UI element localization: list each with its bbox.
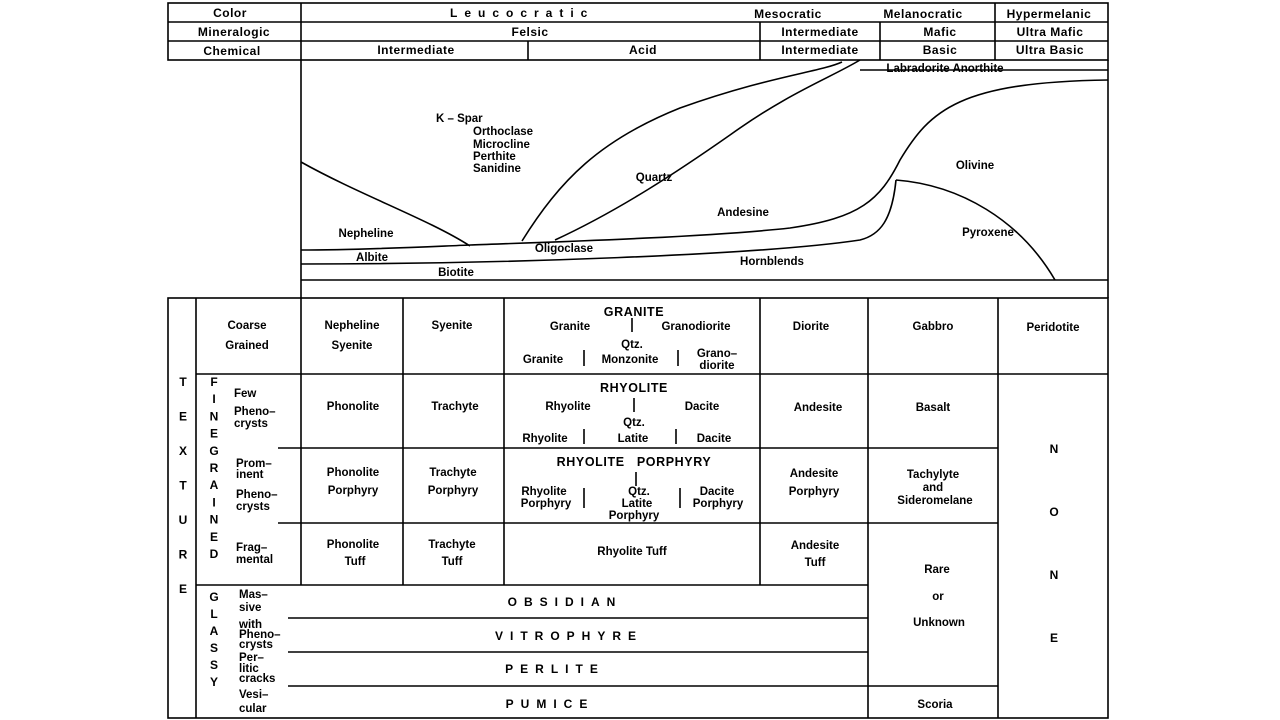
rock-dacite-porphyry-2: Porphyry [692,498,744,510]
rock-phonolite-porphyry-2: Porphyry [327,485,379,497]
massive-label-1: Mas– [239,589,268,601]
color-mesocratic: Mesocratic [754,7,822,21]
color-hypermelanic: Hypermelanic [1006,7,1092,21]
mineral-oligoclase: Oligoclase [534,243,594,255]
color-melanocratic: Melanocratic [883,7,963,21]
texture-letter: X [178,444,188,458]
finegrained-letter: I [212,495,216,510]
chemical-intermediate-2: Intermediate [781,43,859,57]
perlitic-label-3: cracks [239,673,276,685]
rock-phonolite-tuff-2: Tuff [344,556,366,568]
perlitic-label-2: litic [239,663,259,675]
rock-granodiorite-2b: diorite [699,360,735,372]
rock-or: or [932,591,944,603]
rock-rhyolite-porphyry-1: Rhyolite [521,486,567,498]
mineral-andesine: Andesine [717,207,769,219]
coarse-label-1: Coarse [227,320,267,332]
chemical-basic: Basic [922,43,958,57]
none-letter: E [1049,631,1059,645]
quartz-right-curve [555,60,860,240]
rock-unknown: Unknown [913,617,965,629]
prom-pheno-label-1: Prom– [236,458,272,470]
texture-letter: E [178,409,188,424]
rock-trachyte-tuff-1: Trachyte [428,539,476,551]
mineralogic-felsic: Felsic [511,25,549,39]
rock-andesite-tuff-2: Tuff [804,557,826,569]
glassy-letter: S [209,641,219,655]
perlitic-label-1: Per– [239,652,264,664]
none-letter: N [1049,568,1059,582]
prom-pheno-label-4: crysts [236,501,270,513]
rock-dacite: Dacite [684,401,720,413]
rock-phonolite-porphyry-1: Phonolite [326,467,380,479]
rock-granite-title: GRANITE [603,305,665,319]
prom-pheno-label-3: Pheno– [236,489,278,501]
few-pheno-label-1: Few [234,388,257,400]
rock-rhyolite-2: Rhyolite [522,433,568,445]
rock-rhyolite-title: RHYOLITE [600,381,668,395]
rock-granodiorite: Granodiorite [661,321,731,333]
chemical-intermediate-1: Intermediate [377,43,455,57]
rock-monzonite: Monzonite [601,354,659,366]
rock-gabbro: Gabbro [912,321,954,333]
rock-qtz-coarse: Qtz. [621,339,643,351]
mineral-labradorite: Labradorite Anorthite [886,63,1004,75]
glassy-letter: G [209,590,219,604]
rock-syenite: Syenite [431,320,473,332]
finegrained-letter: E [209,426,219,441]
glassy-letter: L [210,607,218,621]
rock-andesite-porphyry-1: Andesite [789,468,839,480]
with-pheno-label-1: with [239,619,262,631]
texture-vertical-label [179,375,188,596]
finegrained-letter: G [209,443,219,458]
rock-tachylyte-3: Sideromelane [897,495,973,507]
with-pheno-label-2: Pheno– [239,629,281,641]
color-row-label: Color [213,6,247,20]
glassy-letter: S [209,658,219,672]
rock-qtz-latite-porphyry-1: Qtz. [628,486,650,498]
finegrained-letter: E [209,529,219,544]
albite-bottom-line [301,180,896,264]
rock-rhyolite-tuff: Rhyolite Tuff [597,546,667,558]
rock-diorite: Diorite [792,321,830,333]
rock-pumice: PUMICE [505,697,595,711]
finegrained-letter: I [212,392,216,407]
rock-dacite-porphyry-1: Dacite [699,486,735,498]
rock-phonolite: Phonolite [326,401,380,413]
mineral-sanidine: Sanidine [473,163,521,175]
mineralogic-mafic: Mafic [923,25,957,39]
texture-letter: R [178,547,188,562]
with-pheno-label-3: crysts [239,639,273,651]
rock-basalt: Basalt [915,402,951,414]
rock-rare: Rare [924,564,950,576]
rock-dacite-2: Dacite [696,433,732,445]
rock-phonolite-tuff-1: Phonolite [326,539,380,551]
mineral-orthoclase: Orthoclase [473,126,534,138]
texture-letter: T [179,478,187,493]
few-pheno-label-3: crysts [234,418,268,430]
few-pheno-label-2: Pheno– [234,406,276,418]
rock-tachylyte-2: and [922,482,944,494]
rock-scoria: Scoria [917,699,953,711]
texture-letter: E [178,582,188,596]
mineralogic-ultra-mafic: Ultra Mafic [1016,25,1084,39]
rock-rhyolite-porphyry-2: Porphyry [520,498,572,510]
rock-trachyte-tuff-2: Tuff [441,556,463,568]
coarse-label-2: Grained [225,340,269,352]
mineral-biotite: Biotite [438,267,474,279]
rock-latite: Latite [617,433,649,445]
mineral-pyroxene: Pyroxene [962,227,1014,239]
vesicular-label-2: cular [239,703,267,715]
mineral-hornblende: Hornblends [740,256,804,268]
texture-letter: T [179,375,187,389]
color-leucocratic: Leucocratic [450,6,595,20]
glassy-vertical-label [209,590,218,689]
rock-perlite: PERLITE [505,662,605,676]
mineral-nepheline: Nepheline [338,228,394,240]
rock-qtz-fewpheno: Qtz. [623,417,645,429]
glassy-letter: A [209,624,219,638]
rock-andesite: Andesite [793,402,843,414]
rock-nepheline-syenite-1: Nepheline [324,320,380,332]
rock-qtz-latite-porphyry-2: Latite [621,498,653,510]
rock-andesite-porphyry-2: Porphyry [788,486,840,498]
rock-trachyte: Trachyte [431,401,479,413]
vesicular-label-1: Vesi– [239,689,269,701]
rock-qtz-latite-porphyry-3: Porphyry [608,510,660,522]
quartz-left-curve [522,62,842,241]
rock-peridotite: Peridotite [1026,322,1080,334]
none-letter: N [1049,442,1059,456]
mineralogic-row-label: Mineralogic [197,25,271,39]
rock-nepheline-syenite-2: Syenite [331,340,373,352]
rock-rhyolite: Rhyolite [545,401,591,413]
mineral-quartz: Quartz [635,172,673,184]
none-letter: O [1049,505,1059,519]
mineral-kspar: K – Spar [436,113,483,125]
massive-label-2: sive [239,602,262,614]
mineral-albite: Albite [356,252,388,264]
rock-trachyte-porphyry-1: Trachyte [429,467,477,479]
glassy-letter: Y [209,675,219,689]
finegrained-letter: A [209,478,219,493]
rock-obsidian: OBSIDIAN [507,595,623,609]
mineral-perthite: Perthite [473,151,516,163]
mineral-microcline: Microcline [473,139,530,151]
rock-andesite-tuff-1: Andesite [790,540,840,552]
rock-granodiorite-2a: Grano– [696,348,738,360]
mineral-olivine: Olivine [955,160,995,172]
chemical-acid: Acid [628,43,658,57]
fragmental-label-1: Frag– [236,542,268,554]
mineralogic-intermediate: Intermediate [781,25,859,39]
prom-pheno-label-2: inent [236,469,264,481]
rock-rhyolite-porphyry-title: RHYOLITE PORPHYRY [556,455,712,469]
rock-tachylyte-1: Tachylyte [906,469,960,481]
rock-vitrophyre: VITROPHYRE [494,629,644,643]
finegrained-vertical-label [209,375,218,561]
rock-trachyte-porphyry-2: Porphyry [427,485,479,497]
chemical-ultra-basic: Ultra Basic [1015,43,1085,57]
rock-granite: Granite [549,321,591,333]
finegrained-letter: D [209,547,219,561]
finegrained-letter: N [209,409,219,424]
rock-granite-2: Granite [522,354,564,366]
none-vertical-label [1049,442,1058,645]
fragmental-label-2: mental [236,554,274,566]
finegrained-letter: N [209,512,219,527]
finegrained-letter: F [210,375,218,389]
finegrained-letter: R [209,461,219,475]
chemical-row-label: Chemical [203,44,261,58]
texture-letter: U [178,513,188,527]
